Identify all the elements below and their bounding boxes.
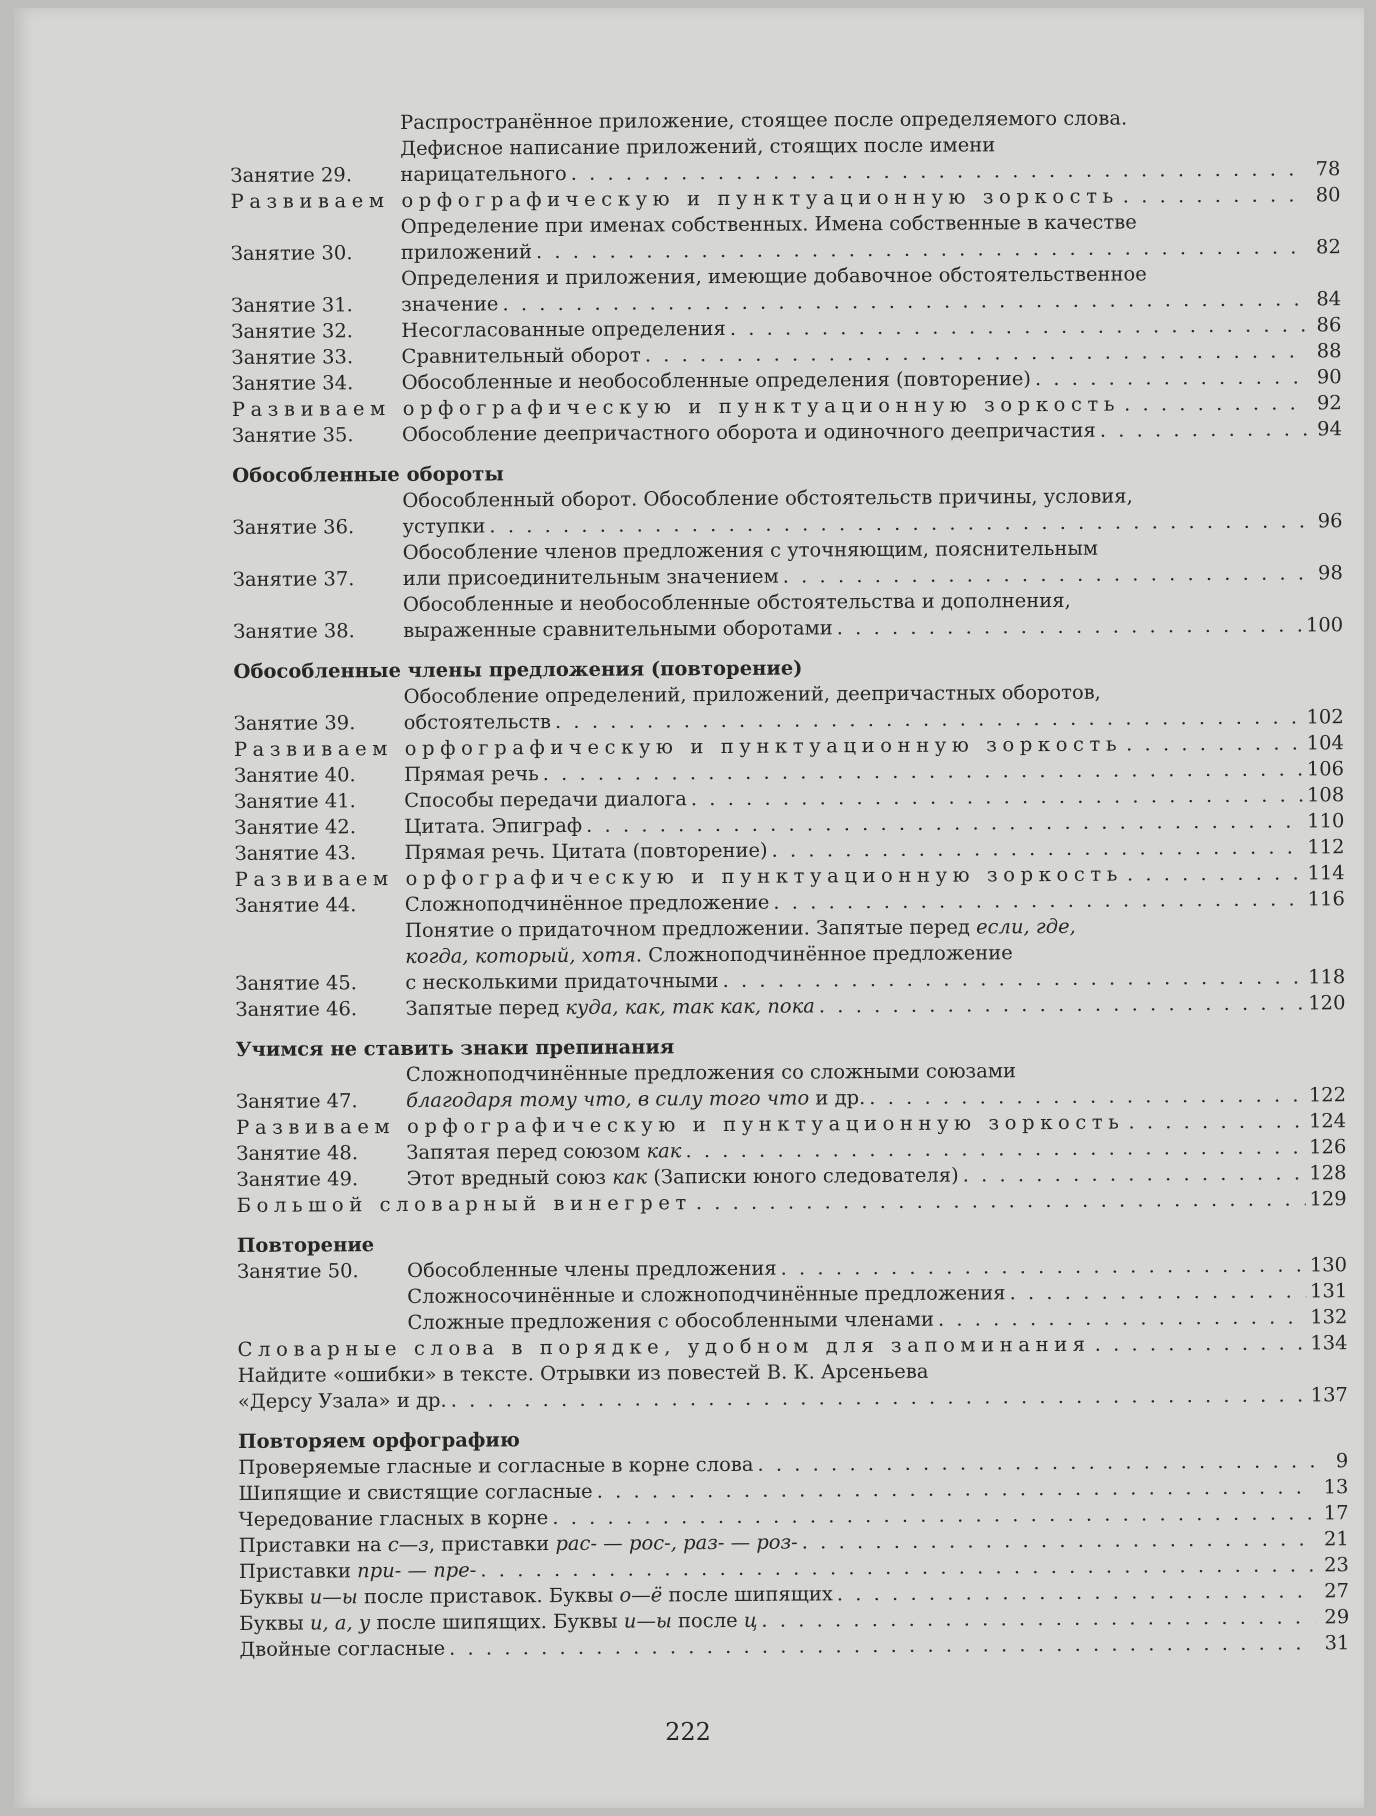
- page-ref: 131: [1309, 1279, 1348, 1303]
- page-ref: 84: [1316, 287, 1342, 311]
- entry-title: выраженные сравнительными оборотами: [403, 616, 833, 642]
- lesson-number: Занятие 44.: [234, 893, 357, 917]
- lesson-number: Занятие 41.: [234, 789, 356, 813]
- entry-title: Шипящие и свистящие согласные: [238, 1479, 593, 1505]
- entry-title-line: Обособленные и необособленные обстоятельства и дополнения,: [402, 588, 1071, 616]
- section-heading: Учимся не ставить знаки препинания: [235, 1035, 675, 1061]
- lesson-number: Занятие 50.: [237, 1259, 359, 1283]
- entry-title-line: Сложноподчинённые предложения со сложными союзами: [405, 1059, 1017, 1086]
- entry-title: Чередование гласных в корне: [238, 1506, 549, 1531]
- entry-title: Сравнительный оборот: [401, 343, 641, 368]
- section-heading: Повторение: [236, 1233, 375, 1257]
- entry-title: «Дерсу Узала» и др.: [237, 1388, 447, 1413]
- lesson-number: Занятие 34.: [231, 371, 354, 395]
- toc-entry: [232, 482, 1342, 541]
- dot-leader: [1126, 730, 1303, 757]
- toc-entry: [235, 912, 1345, 997]
- toc-entry: [238, 1356, 1348, 1415]
- entry-title: Словарные слова в порядке, удобном для запоминания: [237, 1332, 1091, 1361]
- toc-entry: [239, 1630, 1349, 1663]
- page-ref: 13: [1323, 1475, 1349, 1499]
- page-ref: 114: [1307, 861, 1345, 885]
- dot-leader: [837, 612, 1302, 641]
- toc-entry: [233, 586, 1343, 645]
- entry-title-line: Дефисное написание приложений, стоящих после имени: [400, 133, 996, 160]
- toc-entry: [236, 1056, 1346, 1115]
- entry-title: нарицательного: [400, 161, 567, 186]
- entry-title: Цитата. Эпиграф: [404, 813, 583, 838]
- entry-title: Обособленные и необособленные определения (повторение): [401, 367, 1032, 394]
- toc-entry: [237, 1186, 1347, 1219]
- lesson-number: Занятие 33.: [231, 345, 354, 369]
- page-ref: 112: [1307, 835, 1345, 859]
- page-ref: 118: [1308, 965, 1346, 989]
- page-ref: 128: [1309, 1161, 1347, 1185]
- dot-leader: [1095, 1330, 1307, 1357]
- entry-title-line: Распространённое приложение, стоящее после определяемого слова.: [400, 106, 1128, 134]
- entry-title: благодаря тому что, в силу того что и др.: [405, 1086, 866, 1112]
- entry-title-line: Понятие о придаточном предложении. Запятые перед если, где,: [404, 914, 1076, 942]
- dot-leader: [773, 886, 1303, 915]
- page-ref: 104: [1306, 731, 1344, 755]
- page-ref: 102: [1306, 705, 1344, 729]
- dot-leader: [685, 1134, 1305, 1164]
- lesson-number: Занятие 39.: [233, 711, 356, 735]
- lesson-number: Занятие 36.: [232, 515, 355, 539]
- entry-title: Обособленные члены предложения: [407, 1256, 777, 1282]
- page-ref: 108: [1306, 783, 1345, 807]
- entry-title: Этот вредный союз как (Записки юного следователя): [406, 1163, 959, 1190]
- dot-leader: [730, 312, 1308, 342]
- page-ref: 126: [1309, 1135, 1347, 1159]
- lesson-number: Занятие 47.: [235, 1089, 358, 1113]
- entry-title: Приставки при- — пре-: [238, 1558, 477, 1583]
- entry-title: Несогласованные определения: [401, 316, 726, 342]
- lesson-number: Занятие 35.: [231, 423, 354, 447]
- entry-title: Буквы и, а, у после шипящих. Буквы и—ы после ц: [239, 1608, 758, 1635]
- page-ref: 137: [1310, 1383, 1348, 1407]
- lesson-number: Занятие 37.: [232, 567, 355, 591]
- entry-title: Двойные согласные: [239, 1636, 446, 1661]
- entry-title: Обособление деепричастного оборота и одиночного деепричастия: [401, 418, 1096, 446]
- page-ref: 129: [1309, 1187, 1347, 1211]
- dot-leader: [938, 1304, 1306, 1332]
- page-ref: 92: [1316, 391, 1342, 415]
- entry-title: уступки: [402, 514, 486, 538]
- dot-leader: [869, 1082, 1305, 1111]
- toc-entry: [231, 208, 1341, 267]
- lesson-number: Занятие 30.: [230, 241, 353, 265]
- dot-leader: [783, 560, 1309, 589]
- entry-title: Развиваем орфографическую и пунктуационную зоркость: [236, 1110, 1125, 1139]
- entry-title-line: Найдите «ошибки» в тексте. Отрывки из повестей В. К. Арсеньева: [237, 1359, 929, 1387]
- dot-leader: [781, 1252, 1306, 1281]
- entry-title: Запятые перед куда, как, так как, пока: [405, 994, 815, 1020]
- page-ref: 31: [1324, 1631, 1350, 1655]
- section-heading: Обособленные члены предложения (повторение): [233, 656, 803, 683]
- entry-title-line: Обособленный оборот. Обособление обстоятельств причины, условия,: [402, 484, 1133, 512]
- dot-leader: [837, 1578, 1315, 1607]
- page-ref: 122: [1308, 1083, 1347, 1107]
- entry-title: Приставки на с—з, приставки рас- — рос-, раз- — роз-: [238, 1530, 798, 1557]
- toc-entry: [234, 678, 1344, 737]
- page-ref: 86: [1316, 313, 1342, 337]
- entry-title: приложений: [400, 240, 533, 264]
- dot-leader: [761, 1604, 1315, 1633]
- lesson-number: Занятие 49.: [236, 1167, 359, 1191]
- entry-title: Прямая речь. Цитата (повторение): [404, 838, 768, 864]
- lesson-number: Занятие 38.: [233, 619, 355, 643]
- toc-entry: [232, 416, 1342, 449]
- lesson-number: Занятие 29.: [230, 163, 353, 187]
- page-ref: 110: [1307, 809, 1345, 833]
- entry-title-line: Определение при именах собственных. Имена собственные в качестве: [400, 210, 1137, 238]
- dot-leader: [1100, 416, 1308, 443]
- dot-leader: [1123, 182, 1307, 209]
- dot-leader: [757, 1448, 1314, 1477]
- page-ref: 21: [1323, 1527, 1349, 1551]
- page-ref: 120: [1308, 991, 1346, 1015]
- dot-leader: [1124, 390, 1308, 417]
- page-ref: 96: [1317, 509, 1343, 533]
- page-ref: 130: [1309, 1253, 1348, 1277]
- toc-entry: [235, 990, 1345, 1023]
- entry-title: Буквы и—ы после приставок. Буквы о—ё после шипящих: [239, 1582, 833, 1609]
- entry-title: Сложносочинённые и сложноподчинённые предложения: [407, 1281, 1006, 1308]
- page-ref: 80: [1315, 183, 1341, 207]
- page-ref: 17: [1323, 1501, 1349, 1525]
- entry-title: Развиваем орфографическую и пунктуационную зоркость: [231, 392, 1121, 421]
- page-ref: 116: [1307, 887, 1345, 911]
- lesson-number: Занятие 31.: [231, 293, 353, 317]
- lesson-number: Занятие 40.: [233, 763, 356, 787]
- page-ref: 106: [1306, 757, 1345, 781]
- entry-title: Развиваем орфографическую и пунктуационную зоркость: [230, 184, 1119, 213]
- entry-title: Запятая перед союзом как: [406, 1139, 682, 1164]
- entry-title-line: Определения и приложения, имеющие добавочное обстоятельственное: [400, 262, 1147, 290]
- page-ref: 29: [1324, 1605, 1350, 1629]
- dot-leader: [449, 1630, 1315, 1661]
- entry-title: Способы передачи диалога: [404, 787, 687, 812]
- dot-leader: [802, 1526, 1315, 1555]
- page-ref: 23: [1324, 1553, 1349, 1577]
- toc-entry: [231, 260, 1341, 319]
- section-heading: Повторяем орфографию: [238, 1428, 520, 1453]
- entry-title: обстоятельств: [403, 710, 552, 734]
- dot-leader: [772, 834, 1304, 863]
- page-ref: 100: [1305, 613, 1344, 637]
- table-of-contents: [230, 104, 1349, 1663]
- dot-leader: [645, 338, 1308, 368]
- lesson-number: Занятие 32.: [231, 319, 354, 343]
- lesson-number: Занятие 43.: [234, 841, 357, 865]
- dot-leader: [723, 964, 1305, 994]
- page-number: 222: [665, 1718, 711, 1746]
- dot-leader: [1127, 860, 1304, 887]
- dot-leader: [691, 782, 1303, 812]
- entry-title-line: Обособление определений, приложений, деепричастных оборотов,: [403, 680, 1101, 708]
- dot-leader: [1010, 1278, 1307, 1306]
- entry-title: с несколькими придаточными: [405, 969, 719, 994]
- page-ref: 124: [1308, 1109, 1347, 1133]
- toc-entry: [230, 104, 1340, 189]
- dot-leader: [819, 990, 1305, 1019]
- lesson-number: Занятие 45.: [235, 971, 358, 995]
- page-ref: 132: [1310, 1305, 1348, 1329]
- page-ref: 94: [1317, 417, 1343, 441]
- page-ref: 88: [1316, 339, 1342, 363]
- lesson-number: Занятие 48.: [236, 1141, 359, 1165]
- entry-title: Сложноподчинённое предложение: [404, 890, 770, 916]
- entry-title: значение: [401, 292, 499, 316]
- dot-leader: [963, 1160, 1306, 1188]
- page-ref: 134: [1310, 1331, 1348, 1355]
- entry-title-line: когда, который, хотя. Сложноподчинённое предложение: [405, 941, 1013, 968]
- entry-title: Проверяемые гласные и согласные в корне слова: [238, 1452, 754, 1479]
- page-ref: 9: [1335, 1449, 1349, 1473]
- page-ref: 27: [1324, 1579, 1350, 1603]
- lesson-number: Занятие 46.: [235, 997, 358, 1021]
- section-heading: Обособленные обороты: [232, 462, 504, 487]
- dot-leader: [696, 1186, 1306, 1216]
- entry-title-line: Обособление членов предложения с уточняющим, пояснительным: [402, 536, 1099, 564]
- dot-leader: [1128, 1108, 1305, 1135]
- entry-title: Прямая речь: [403, 762, 539, 786]
- lesson-number: Занятие 42.: [234, 815, 357, 839]
- page-ref: 82: [1315, 235, 1341, 259]
- page-ref: 98: [1317, 561, 1343, 585]
- entry-title: или присоединительным значением: [402, 564, 779, 590]
- dot-leader: [1035, 364, 1308, 392]
- entry-title: Развиваем орфографическую и пунктуационную зоркость: [234, 862, 1123, 891]
- page-ref: 78: [1315, 157, 1341, 181]
- book-page: [14, 8, 1364, 1808]
- toc-entry: [233, 534, 1343, 593]
- entry-title: Развиваем орфографическую и пунктуационную зоркость: [233, 732, 1123, 761]
- page-ref: 90: [1316, 365, 1342, 389]
- entry-title: Большой словарный винегрет: [236, 1191, 692, 1217]
- dot-leader: [451, 1382, 1307, 1413]
- entry-title: Сложные предложения с обособленными членами: [407, 1307, 934, 1334]
